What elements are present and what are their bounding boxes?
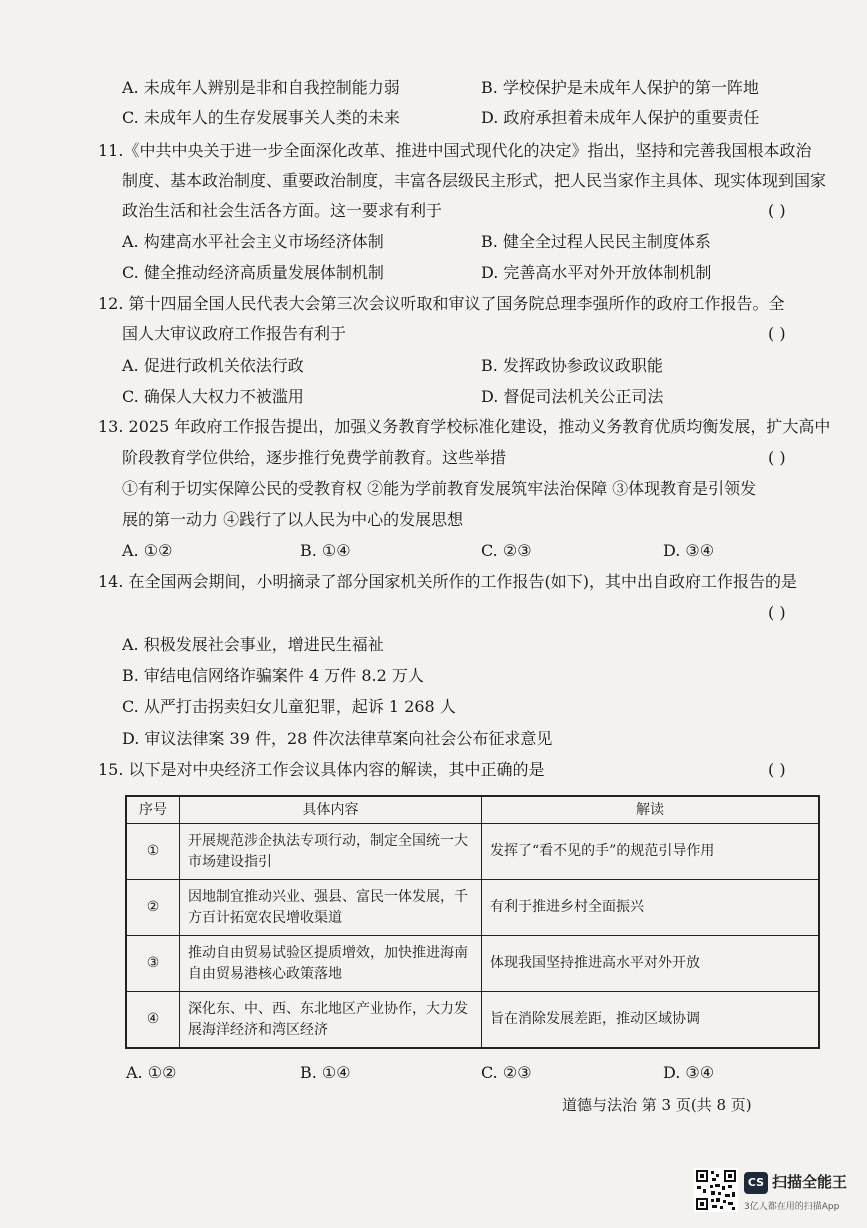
- row-content: 因地制宜推动兴业、强县、富民一体发展，千方百计拓宽农民增收渠道: [180, 880, 482, 936]
- q12-stem-line-1: 12. 第十四届全国人民代表大会第三次会议听取和审议了国务院总理李强所作的政府工作报告。全: [98, 294, 785, 313]
- row-reading: 发挥了“看不见的手”的规范引导作用: [482, 824, 820, 880]
- camscanner-logo: CS: [744, 1172, 768, 1194]
- q15-table: [125, 795, 820, 1049]
- q14-option-d: D. 审议法律案 39 件，28 件次法律草案向社会公布征求意见: [122, 729, 553, 748]
- table-header-row: [126, 796, 819, 824]
- q15-option-d: D. ③④: [663, 1063, 715, 1082]
- q10-option-c: C. 未成年人的生存发展事关人类的未来: [122, 108, 400, 127]
- q14-option-a: A. 积极发展社会事业，增进民生福祉: [122, 635, 384, 654]
- q15-option-a: A. ①②: [126, 1063, 177, 1082]
- q11-option-a: A. 构建高水平社会主义市场经济体制: [122, 232, 384, 251]
- q11-stem-line-1: 11.《中共中央关于进一步全面深化改革、推进中国式现代化的决定》指出，坚持和完善我国根本政治: [98, 141, 812, 160]
- q12-option-a: A. 促进行政机关依法行政: [122, 356, 304, 375]
- row-number: ③: [126, 936, 180, 992]
- q13-statements-line-1: ①有利于切实保障公民的受教育权 ②能为学前教育发展筑牢法治保障 ③体现教育是引领发: [122, 479, 757, 498]
- row-reading: 旨在消除发展差距，推动区域协调: [482, 992, 820, 1049]
- q13-statements-line-2: 展的第一动力 ④践行了以人民为中心的发展思想: [122, 510, 464, 529]
- q11-stem-line-2: 制度、基本政治制度、重要政治制度，丰富各层级民主形式，把人民当家作主具体、现实体现到国家: [122, 171, 827, 190]
- q15-option-c: C. ②③: [481, 1063, 532, 1082]
- table-row: [126, 824, 819, 880]
- q15-answer-blank: ( ): [768, 760, 786, 779]
- q13-stem-line-1: 13. 2025 年政府工作报告提出，加强义务教育学校标准化建设，推动义务教育优质均衡发展，扩大高中: [98, 417, 831, 436]
- table-row: [126, 880, 819, 936]
- row-content: 深化东、中、西、东北地区产业协作，大力发展海洋经济和湾区经济: [180, 992, 482, 1049]
- q14-option-c: C. 从严打击拐卖妇女儿童犯罪，起诉 1 268 人: [122, 697, 456, 716]
- row-number: ④: [126, 992, 180, 1049]
- q12-option-c: C. 确保人大权力不被滥用: [122, 387, 304, 406]
- q11-option-d: D. 完善高水平对外开放体制机制: [481, 263, 712, 282]
- q15-option-b: B. ①④: [300, 1063, 351, 1082]
- q11-answer-blank: ( ): [768, 201, 786, 220]
- camscanner-tagline: 3亿人都在用的扫描App: [744, 1202, 840, 1212]
- row-content: 推动自由贸易试验区提质增效，加快推进海南自由贸易港核心政策落地: [180, 936, 482, 992]
- qr-code-icon: [694, 1168, 738, 1212]
- q14-stem-line-1: 14. 在全国两会期间，小明摘录了部分国家机关所作的工作报告(如下)，其中出自政府工作报告的是: [98, 572, 798, 591]
- q13-option-a: A. ①②: [122, 541, 173, 560]
- q11-stem-line-3: 政治生活和社会生活各方面。这一要求有利于: [122, 201, 443, 220]
- q11-option-b: B. 健全全过程人民民主制度体系: [481, 232, 711, 251]
- row-number: ②: [126, 880, 180, 936]
- q10-option-b: B. 学校保护是未成年人保护的第一阵地: [481, 78, 759, 97]
- table-row: [126, 936, 819, 992]
- page-footer: 道德与法治 第 3 页(共 8 页): [562, 1096, 752, 1114]
- q12-answer-blank: ( ): [768, 324, 786, 343]
- q12-stem-line-2: 国人大审议政府工作报告有利于: [122, 324, 347, 343]
- row-number: ①: [126, 824, 180, 880]
- q12-option-d: D. 督促司法机关公正司法: [481, 387, 664, 406]
- q15-stem-line-1: 15. 以下是对中央经济工作会议具体内容的解读，其中正确的是: [98, 760, 545, 779]
- q13-stem-line-2: 阶段教育学位供给，逐步推行免费学前教育。这些举措: [122, 448, 507, 467]
- q11-option-c: C. 健全推动经济高质量发展体制机制: [122, 263, 384, 282]
- q10-option-d: D. 政府承担着未成年人保护的重要责任: [481, 108, 760, 127]
- q14-answer-blank: ( ): [768, 603, 786, 622]
- table-header-content: 具体内容: [180, 796, 482, 824]
- camscanner-name: 扫描全能王: [772, 1173, 848, 1191]
- table-row: [126, 992, 819, 1049]
- row-reading: 体现我国坚持推进高水平对外开放: [482, 936, 820, 992]
- row-reading: 有利于推进乡村全面振兴: [482, 880, 820, 936]
- table-header-number: 序号: [126, 796, 180, 824]
- q13-answer-blank: ( ): [768, 448, 786, 467]
- q12-option-b: B. 发挥政协参政议政职能: [481, 356, 663, 375]
- q10-option-a: A. 未成年人辨别是非和自我控制能力弱: [122, 78, 400, 97]
- row-content: 开展规范涉企执法专项行动，制定全国统一大市场建设指引: [180, 824, 482, 880]
- q13-option-b: B. ①④: [300, 541, 351, 560]
- table-header-reading: 解读: [482, 796, 820, 824]
- q14-option-b: B. 审结电信网络诈骗案件 4 万件 8.2 万人: [122, 666, 424, 685]
- q13-option-d: D. ③④: [663, 541, 715, 560]
- q13-option-c: C. ②③: [481, 541, 532, 560]
